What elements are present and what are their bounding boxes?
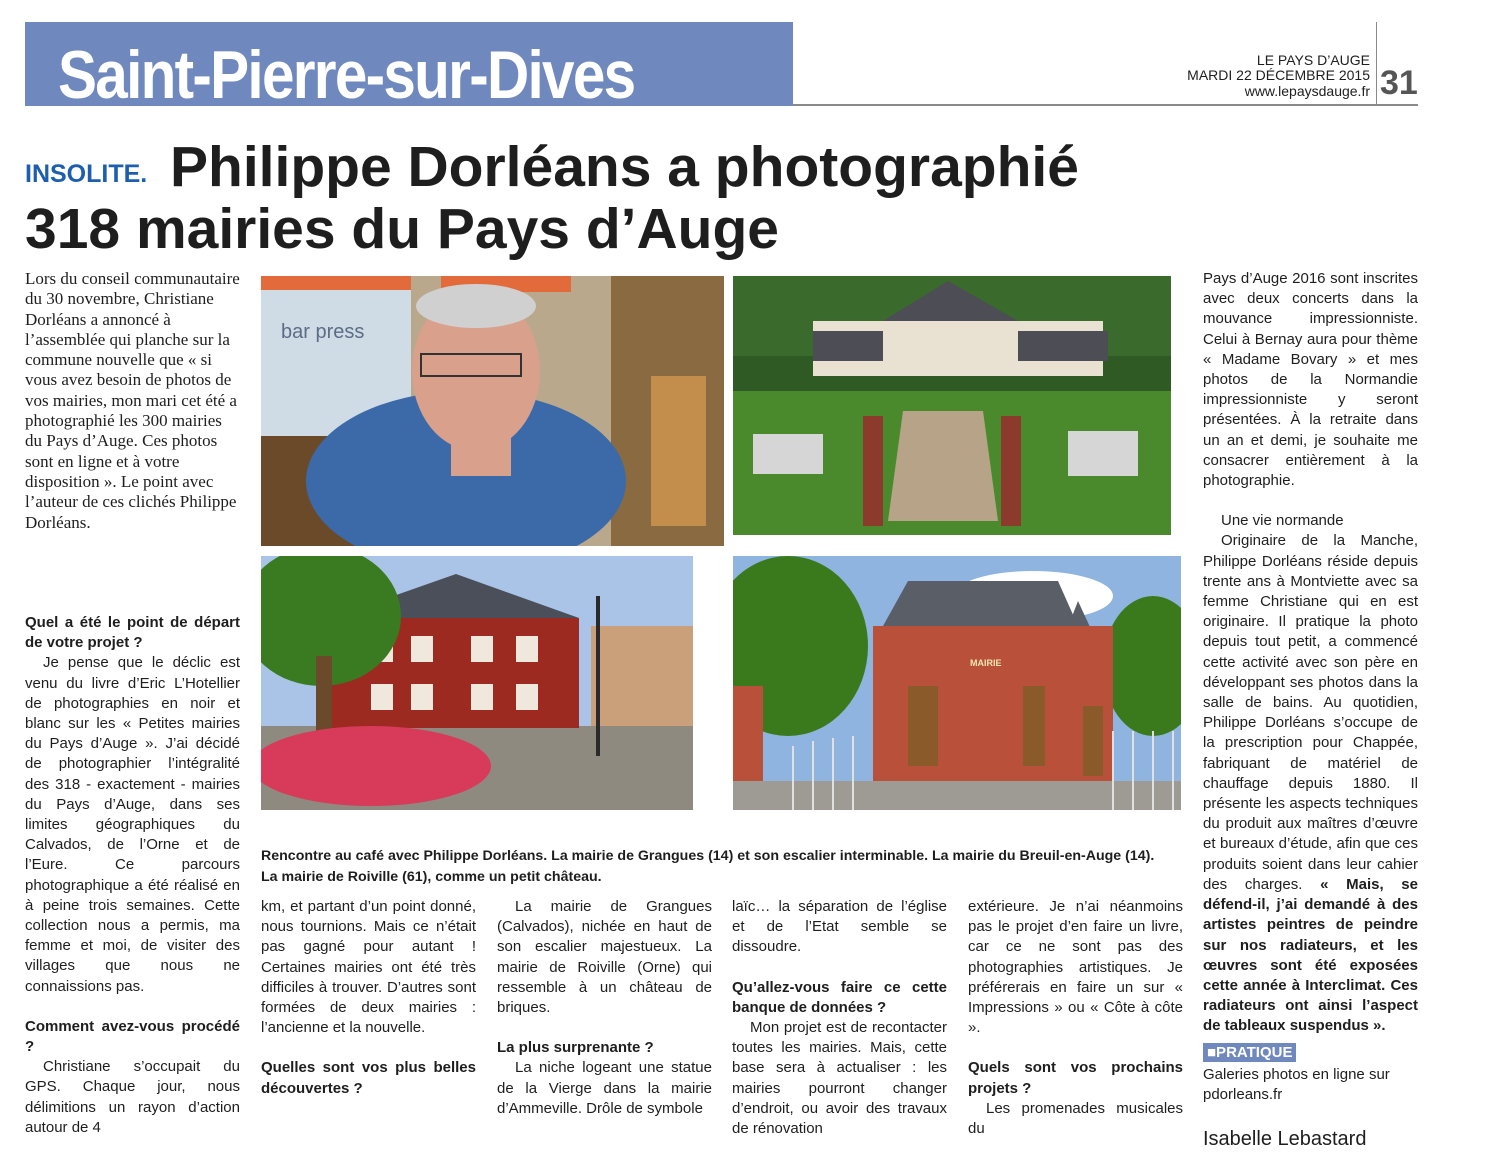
- answer-method-part-2: km, et partant d’un point donné, nous tournions. Mais ce n’était pas gagné pour autant ! Certaines mairies ont été très difficiles à trouver. D’autres sont formées de deux mairies : l’ancienne et la nouvelle.: [261, 898, 476, 1037]
- publication-name: LE PAYS D’AUGE: [1256, 52, 1370, 68]
- photo-roiville-town-hall: [733, 556, 1181, 810]
- biography-text: [1203, 531, 1418, 1036]
- answer-discoveries: La mairie de Grangues (Calvados), nichée en haut de son escalier majestueux. La mairie de Roiville (Orne) qui ressemble à un château de briques.: [497, 898, 712, 1017]
- page-number: 31: [1380, 64, 1418, 102]
- headline-line-1: Philippe Dorléans a photographié: [170, 135, 1079, 199]
- article-column-3: [497, 897, 712, 1119]
- header-divider: [793, 104, 1418, 106]
- photo-caption: Rencontre au café avec Philippe Dorléans. La mairie de Grangues (14) et son escalier interminable. La mairie du Breuil-en-Auge (14). La mairie de Roiville (61), comme un petit château.: [261, 848, 1155, 885]
- article-column-4: [732, 897, 947, 1139]
- pratique-badge: ■PRATIQUE: [1203, 1043, 1296, 1062]
- section-banner: [25, 22, 793, 113]
- question-database: Qu’allez-vous faire ce cette banque de données ?: [732, 978, 947, 1016]
- subhead-normandy-life: Une vie normande: [1221, 512, 1344, 530]
- cafe-sign-text: bar press: [281, 321, 365, 343]
- question-method: Comment avez-vous procédé ?: [25, 1017, 240, 1056]
- page-number-divider: [1376, 22, 1377, 104]
- biography-quote: « Mais, se défend-il, j’ai demandé à des artistes peintres de peindre sur nos radiateurs, et les œuvres sont été exposées cette année à Interclimat. Ces radiateurs ont ainsi l’aspect de tableaux suspendus ».: [1203, 875, 1418, 1035]
- answer-surprising-part-2: laïc… la séparation de l’église et de l’Etat semble se dissoudre.: [732, 898, 947, 956]
- article-column-2: [261, 897, 476, 1099]
- answer-surprising-part-1: La niche logeant une statue de la Vierge dans la mairie d’Ammeville. Drôle de symbole: [497, 1059, 712, 1117]
- answer-database-part-2: extérieure. Je n’ai néanmoins pas le projet d’en faire un livre, car ce ne sont pas des photographies artistiques. Je préférerais en faire un sur « Impressions » ou « Côte à côte ».: [968, 898, 1183, 1037]
- answer-database-part-1: Mon projet est de recontacter toutes les mairies. Mais, cette base sera à actualiser : les mairies pourront changer d’endroit, ou avoir des travaux de rénovation: [732, 1019, 947, 1138]
- article-intro: Lors du conseil communautaire du 30 novembre, Christiane Dorléans a annoncé à l’assemblée qui planche sur la commune nouvelle que « si vous avez besoin de photos de vos mairies, mon mari cet été a photographié les 300 mairies du Pays d’Auge. Ces photos sont en ligne et à votre disposition ». Le point avec l’auteur de ces clichés Philippe Dorléans.: [25, 269, 240, 532]
- question-discoveries: Quelles sont vos plus belles découvertes ?: [261, 1059, 476, 1097]
- section-title: Saint-Pierre-sur-Dives: [58, 37, 635, 113]
- biography-plain: Originaire de la Manche, Philippe Dorléans réside depuis trente ans à Montviette avec sa femme Christiane qui en est originaire. Il pratique la photo depuis tout petit, a commencé cette activité avec son père en développant ses photos dans la salle de bains. Au quotidien, Philippe Dorléans s’occupe de la prescription pour Chappée, fabriquant de matériel de chauffage depuis 1880. Il présente les aspects techniques du produit aux maîtres d’œuvre et bureaux d’étude, afin que ces produits soient dans leur cahier des charges.: [1203, 532, 1418, 893]
- headline-line-2: 318 mairies du Pays d’Auge: [25, 197, 779, 261]
- photo-grangues-town-hall: [733, 276, 1171, 535]
- article-kicker: INSOLITE.: [25, 160, 148, 188]
- question-start: Quel a été le point de départ de votre projet ?: [25, 614, 240, 652]
- publication-date: MARDI 22 DÉCEMBRE 2015: [1187, 67, 1370, 83]
- answer-start: Je pense que le déclic est venu du livre d’Eric L’Hotellier de photographies en noir et blanc sur les « Petites mairies du Pays d’Auge ». J’ai décidé de photographier l’intégralité des 318 - exactement - mairies du Pays d’Auge, dans ses limites géographiques du Calvados, de l’Orne et de l’Eure. Ce parcours photographique a été réalisé en à peine trois semaines. Cette collection nous a permis, ma femme et moi, de visiter des villages que nous ne connaissions pas.: [25, 654, 240, 995]
- answer-method-part-1: Christiane s’occupait du GPS. Chaque jour, nous délimitions un rayon d’action autour de 4: [25, 1058, 240, 1136]
- photo-cafe-portrait: [261, 276, 724, 546]
- answer-next-projects-part-1: Les promenades musicales du: [968, 1099, 1183, 1138]
- article-column-5: [968, 897, 1183, 1139]
- town-hall-sign-text: MAIRIE: [970, 658, 1002, 668]
- publication-website[interactable]: www.lepaysdauge.fr: [1244, 83, 1370, 99]
- answer-next-projects-part-2: Pays d’Auge 2016 sont inscrites avec deux concerts dans la mouvance impressionniste. Celui à Bernay aura pour thème « Madame Bovary » et mes photos de la Normandie impressionniste y seront présentées. À la retraite dans un an et demi, je souhaite me consacrer entièrement à la photographie.: [1203, 270, 1418, 490]
- author-signature: Isabelle Lebastard: [1203, 1128, 1367, 1150]
- question-surprising: La plus surprenante ?: [497, 1039, 654, 1057]
- photo-breuil-en-auge-town-hall: [261, 556, 693, 810]
- question-next-projects: Quels sont vos prochains projets ?: [968, 1059, 1183, 1097]
- article-column-1: [25, 613, 240, 1138]
- article-column-6: [1203, 269, 1418, 1105]
- pratique-text[interactable]: Galeries photos en ligne sur pdorleans.fr: [1203, 1065, 1390, 1103]
